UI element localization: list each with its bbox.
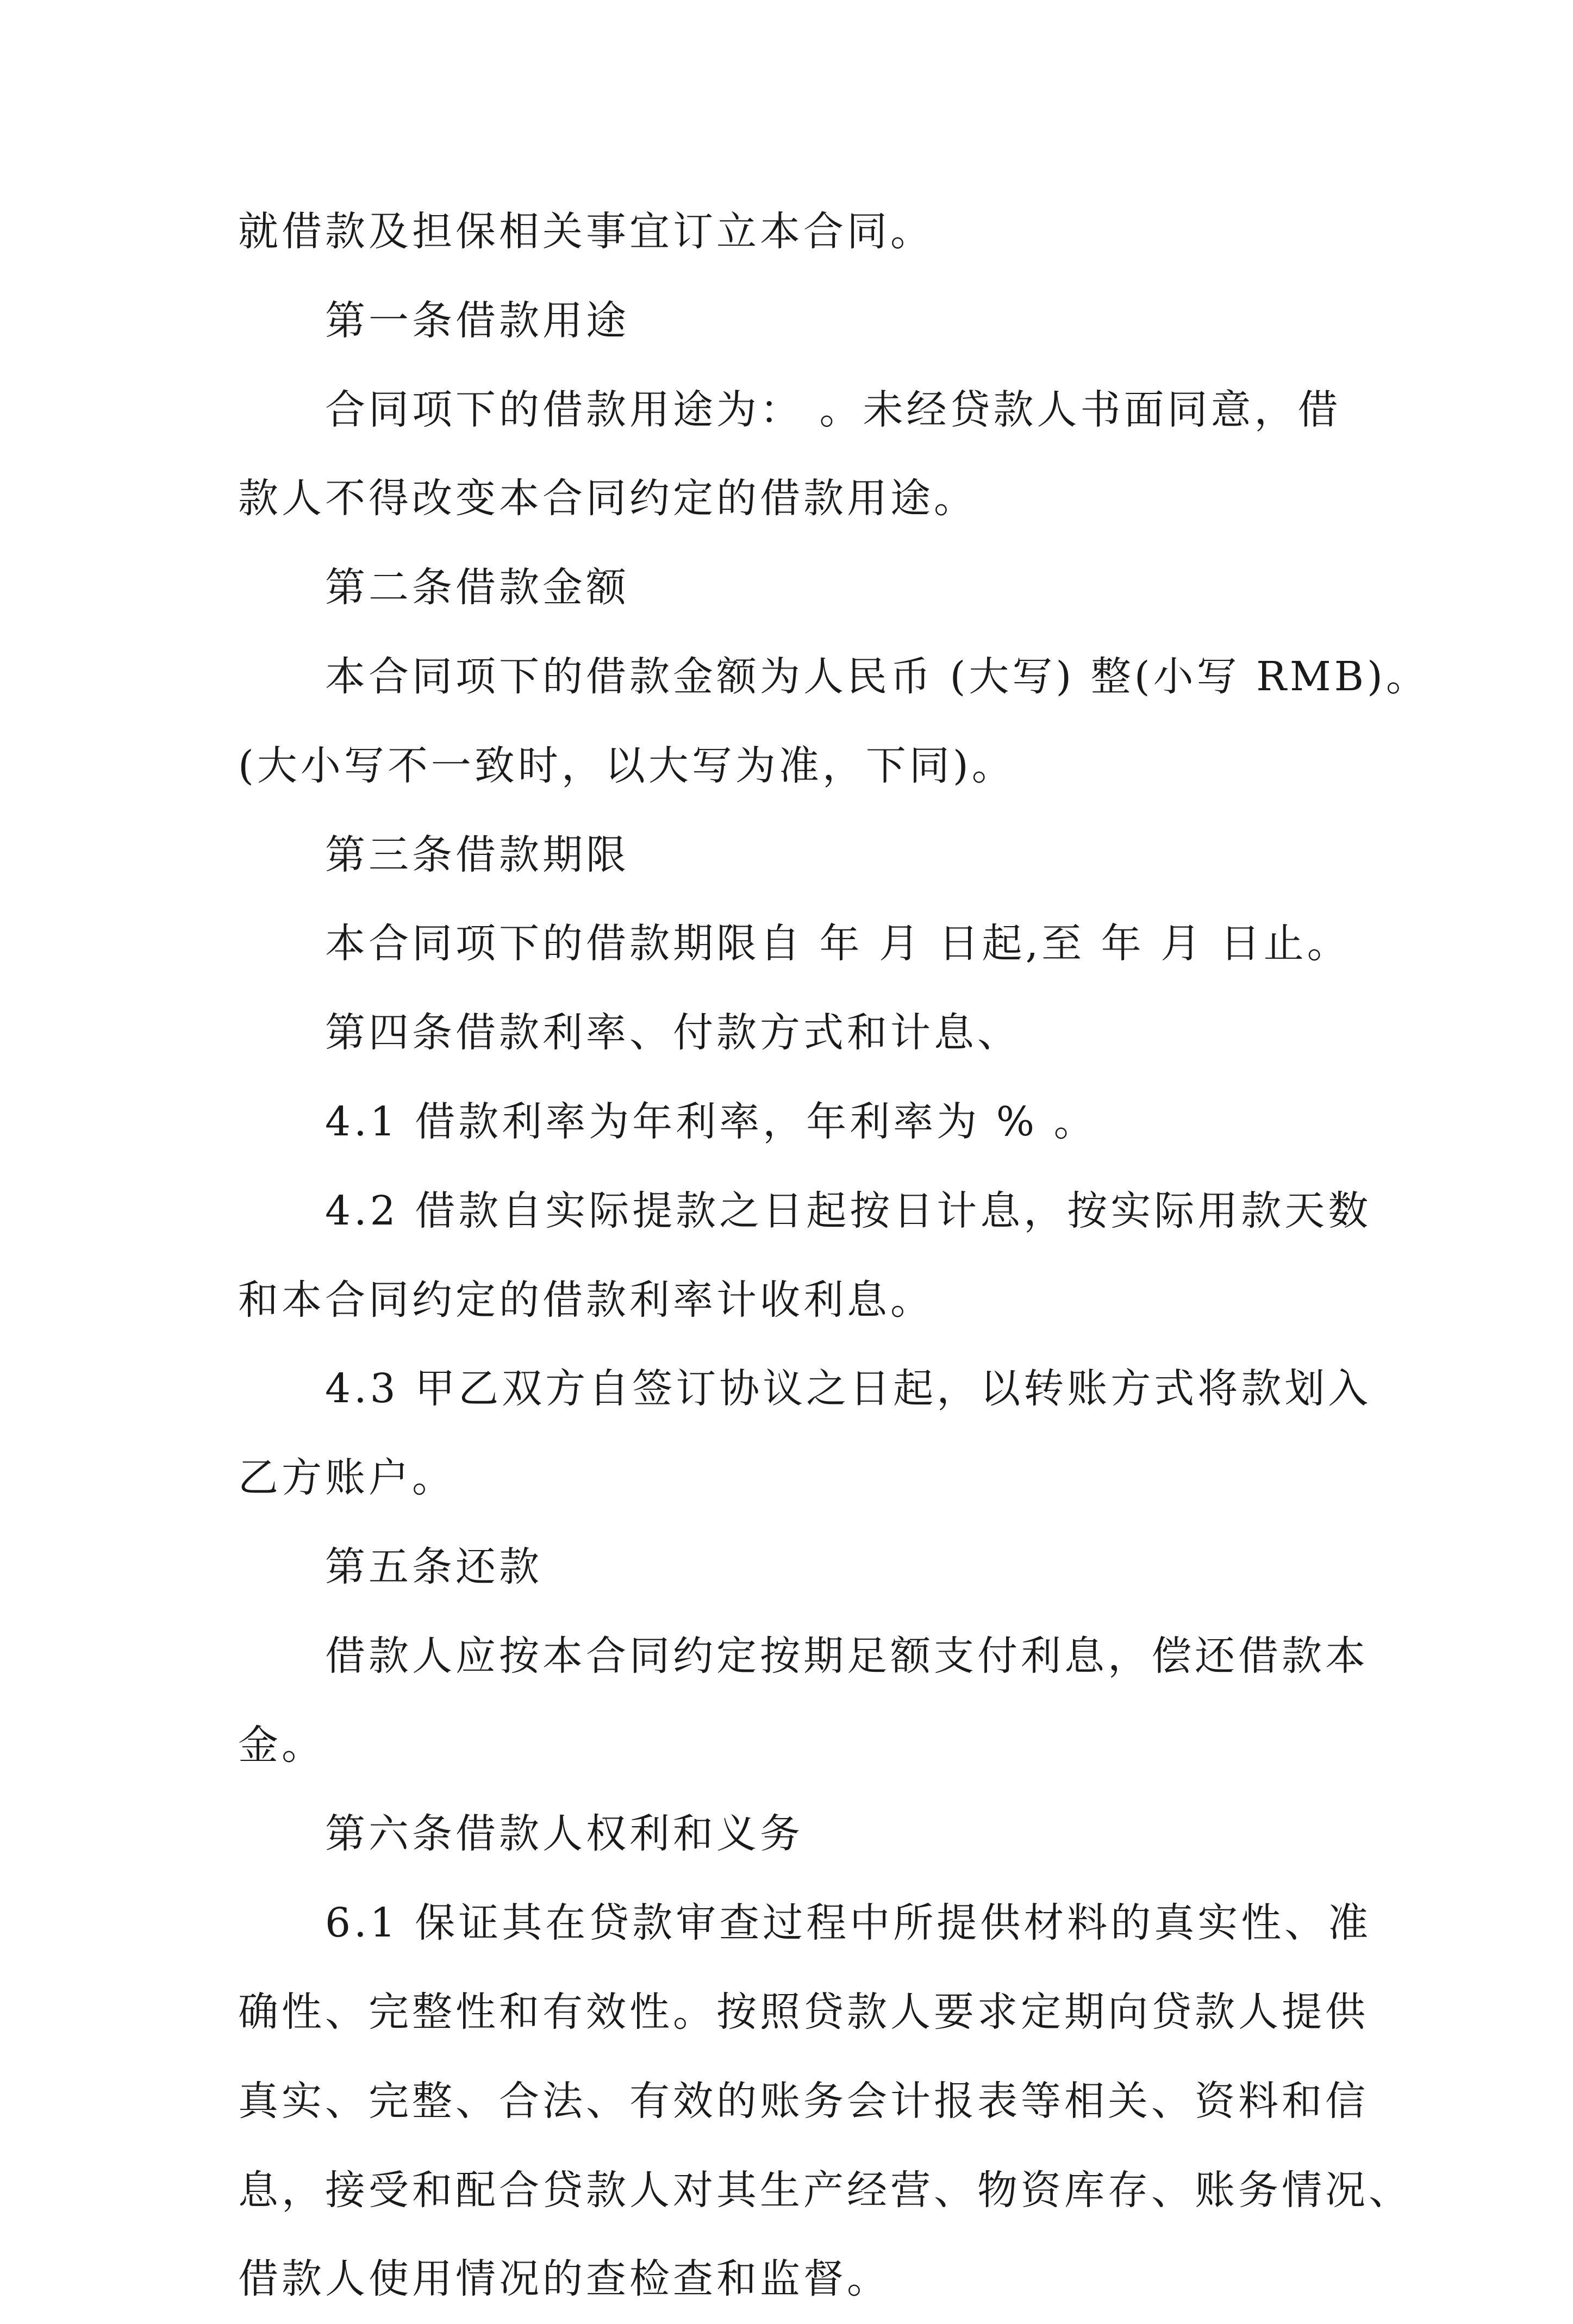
text-line: 乙方账户。: [238, 1454, 455, 1502]
section-heading: 第五条还款: [325, 1543, 542, 1590]
text-line: 合同项下的借款用途为： 。未经贷款人书面同意，借: [325, 386, 1341, 433]
section-heading: 第二条借款金额: [325, 564, 629, 611]
section-heading: 第三条借款期限: [325, 831, 629, 878]
text-line: 本合同项下的借款期限自 年 月 日起,至 年 月 日止。: [325, 920, 1351, 967]
text-line: 4.1 借款利率为年利率，年利率为 % 。: [325, 1098, 1097, 1145]
text-line: 款人不得改变本合同约定的借款用途。: [238, 475, 977, 522]
text-line: 就借款及担保相关事宜订立本合同。: [238, 208, 934, 255]
text-line: 和本合同约定的借款利率计收利息。: [238, 1276, 934, 1323]
text-line: 4.2 借款自实际提款之日起按日计息，按实际用款天数: [325, 1187, 1372, 1234]
contract-text: [238, 188, 1430, 2324]
section-heading: 第一条借款用途: [325, 297, 629, 344]
section-heading: 第四条借款利率、付款方式和计息、: [325, 1009, 1021, 1057]
text-line: 真实、完整、合法、有效的账务会计报表等相关、资料和信: [238, 2077, 1369, 2125]
section-heading: 第六条借款人权利和义务: [325, 1810, 803, 1858]
text-line: 金。: [238, 1721, 325, 1769]
text-line: 4.3 甲乙双方自签订协议之日起，以转账方式将款划入: [325, 1365, 1372, 1413]
text-line: 确性、完整性和有效性。按照贷款人要求定期向贷款人提供: [238, 1988, 1369, 2035]
text-line: 6.1 保证其在贷款审查过程中所提供材料的真实性、准: [325, 1900, 1372, 1947]
text-line: (大小写不一致时，以大写为准，下同)。: [238, 742, 1015, 789]
text-line: 借款人应按本合同约定按期足额支付利息，偿还借款本: [325, 1632, 1369, 1679]
text-line: 借款人使用情况的查检查和监督。: [238, 2256, 890, 2303]
text-line: 本合同项下的借款金额为人民币 (大写) 整(小写 RMB)。: [325, 653, 1430, 700]
text-line: 息，接受和配合贷款人对其生产经营、物资库存、账务情况、: [238, 2166, 1412, 2214]
